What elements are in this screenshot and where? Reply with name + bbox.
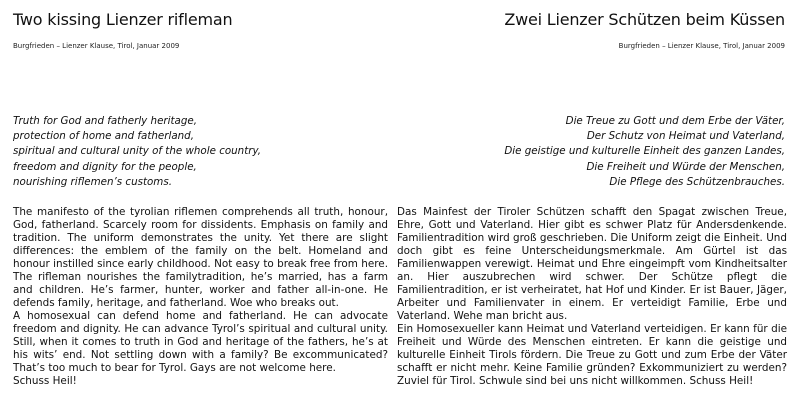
motto-line: Truth for God and fatherly heritage, — [13, 115, 197, 127]
motto-line: Die Pflege des Schützenbrauches. — [609, 175, 785, 188]
motto-en — [13, 114, 261, 190]
location-date-caption-de: Burgfrieden – Lienzer Klause, Tirol, Januar 2009 — [618, 42, 785, 50]
location-date-caption-en: Burgfrieden – Lienzer Klause, Tirol, Januar 2009 — [13, 42, 180, 50]
motto-line: nourishing riflemen’s customs. — [13, 175, 172, 188]
motto-line: Die Freiheit und Würde der Menschen, — [586, 160, 785, 173]
paragraph: Schuss Heil! — [13, 375, 77, 387]
motto-line: Der Schutz von Heimat und Vaterland, — [586, 130, 785, 143]
body-text-en — [13, 206, 388, 388]
german-column — [397, 0, 787, 404]
paragraph: The manifesto of the tyrolian riflemen comprehends all truth, honour, God, fatherland. Scarcely room for dissidents. Emphasis on family and tradition. The uniform demonstrates the unity. Yet there are slight differences: the emblem of the family on the belt. Homeland and honour instilled since early childhood. Not easy to break free from here. The rifleman nourishes the familytradition, he’s married, has a farm and children. He’s farmer, hunter, worker and father all-in-one. He defends family, heritage, and fatherland. Woe who breaks out. — [13, 206, 388, 309]
paragraph: Ein Homosexueller kann Heimat und Vaterland verteidigen. Er kann für die Freiheit und Würde des Menschen eintreten. Er kann die geistige und kulturelle Einheit Tirols fördern. Die Treue zu Gott und zum Erbe der Väter schafft er nicht mehr. Keine Familie gründen? Exkommuniziert zu werden? Zuviel für Tirol. Schwule sind bei uns nicht willkommen. Schuss Heil! — [397, 323, 787, 387]
page-title-de: Zwei Lienzer Schützen beim Küssen — [504, 10, 785, 29]
english-column — [13, 0, 388, 404]
body-text-de — [397, 206, 787, 388]
motto-line: spiritual and cultural unity of the whole country, — [13, 145, 262, 158]
motto-line: freedom and dignity for the people, — [13, 160, 197, 173]
page-title-en: Two kissing Lienzer rifleman — [13, 10, 233, 29]
paragraph: A homosexual can defend home and fatherland. He can advocate freedom and dignity. He can advance Tyrol’s spiritual and cultural unity. Still, when it comes to truth in God and heritage of the fathers, he’s at his wits’ end. Not settling down with a family? Be excommunicated? That’s too much to bear for Tyrol. Gays are not welcome here. — [13, 310, 388, 374]
motto-line: Die geistige und kulturelle Einheit des ganzen Landes, — [504, 145, 785, 158]
motto-line: Die Treue zu Gott und dem Erbe der Väter, — [565, 115, 785, 127]
paragraph: Das Mainfest der Tiroler Schützen schafft den Spagat zwischen Treue, Ehre, Gott und Vaterland. Hier gibt es schwer Platz für Andersdenkende. Familientradition wird groß geschrieben. Die Uniform zeigt die Einheit. Und doch gibt es feine Unterscheidungsmerkmale. Am Gürtel ist das Familienwappen verewigt. Heimat und Ehre eingeimpft vom Kindheitsalter an. Hier auszubrechen wird schwer. Der Schütze pflegt die Familientradition, er ist verheiratet, hat Hof und Kinder. Er ist Bauer, Jäger, Arbeiter und Familienvater in einem. Er verteidigt Familie, Erbe und Vaterland. Wehe man bricht aus. — [397, 206, 787, 322]
motto-de — [504, 114, 785, 190]
motto-line: protection of home and fatherland, — [13, 130, 194, 143]
